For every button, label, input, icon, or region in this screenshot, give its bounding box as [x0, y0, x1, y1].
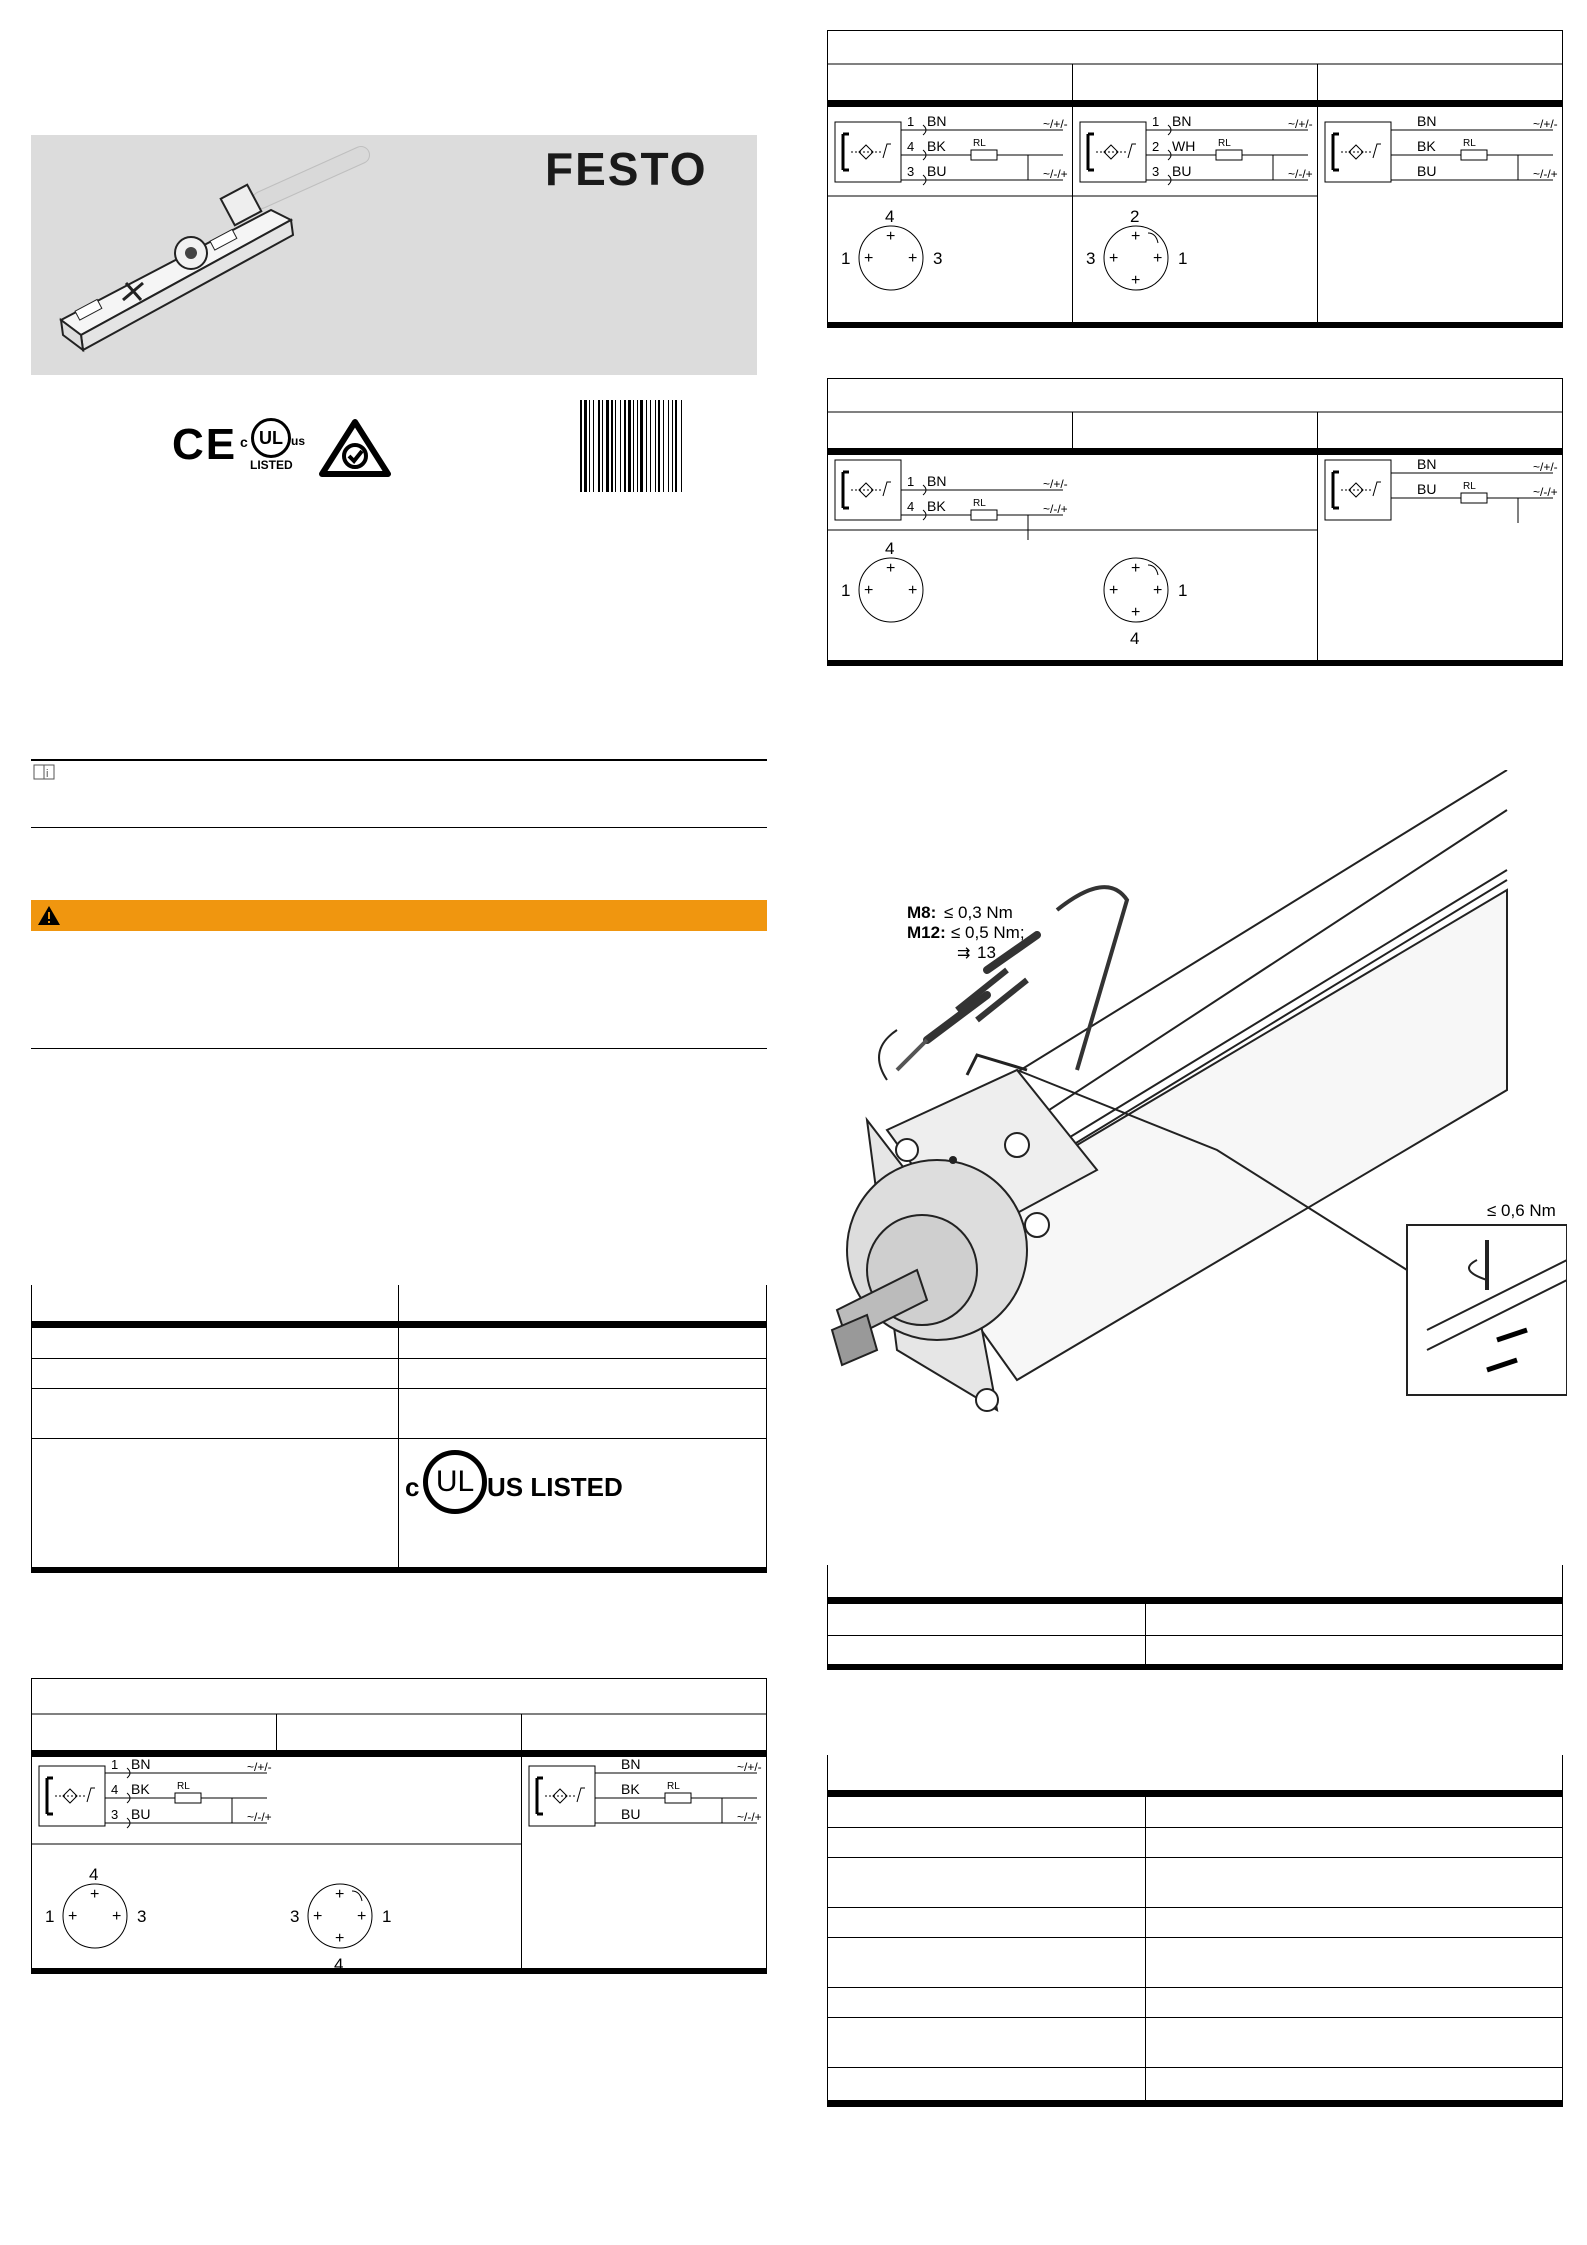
svg-text:+: +: [1153, 582, 1163, 599]
m12-label: M12:: [907, 923, 946, 942]
barcode: [580, 400, 745, 497]
barcode-bar: [633, 400, 634, 492]
load-resistor: [1461, 493, 1487, 503]
barcode-bar: [655, 400, 656, 492]
svg-text:+: +: [1131, 560, 1141, 577]
wire-color: BN: [1172, 113, 1192, 129]
load-resistor: [1461, 150, 1487, 160]
wire-color: BN: [621, 1756, 641, 1772]
load-label: RL: [177, 1781, 190, 1792]
screw-torque: ≤ 0,6 Nm: [1487, 1201, 1556, 1220]
barcode-bar: [593, 400, 594, 492]
svg-text:+: +: [335, 1930, 345, 1947]
pin-label: 3: [290, 1907, 300, 1926]
section-rule: [31, 827, 767, 828]
wire-color: BU: [1172, 163, 1192, 179]
switch-contact-icon: [1128, 144, 1136, 158]
mounting-illustration: [827, 770, 1567, 1430]
wire-color: BK: [927, 138, 946, 154]
polarity-label: ~/+/-: [1043, 477, 1068, 491]
barcode-bar: [620, 400, 621, 492]
pin-label: 1: [1178, 249, 1188, 268]
sensor-diamond-icon: [63, 1789, 77, 1803]
switch-contact-icon: [577, 1788, 585, 1802]
pin-number: 1: [111, 1757, 119, 1772]
svg-text:+: +: [864, 250, 874, 267]
polarity-label: ~/+/-: [1043, 117, 1068, 131]
load-label: RL: [1463, 138, 1476, 149]
sensor-face-icon: [843, 134, 849, 170]
right-table-2: [827, 1755, 1563, 2107]
m12-torque: ≤ 0,5 Nm;: [951, 923, 1025, 942]
svg-text:+: +: [1131, 604, 1141, 621]
load-label: RL: [973, 498, 986, 509]
svg-text:+: +: [68, 1908, 78, 1925]
polarity-label: ~/-/+: [737, 1810, 762, 1824]
sensor-face-icon: [1333, 134, 1339, 170]
sensor-face-icon: [843, 472, 849, 508]
barcode-bar: [628, 400, 631, 492]
festo-logo: FESTO: [545, 143, 708, 195]
svg-text:+: +: [335, 1886, 345, 1903]
svg-text:+: +: [908, 582, 918, 599]
sensor-face-icon: [47, 1778, 53, 1814]
warning-icon: [37, 904, 61, 928]
svg-text:+: +: [1109, 582, 1119, 599]
wire-color: BU: [1417, 481, 1437, 497]
barcode-bar: [580, 400, 582, 492]
wire-color: BU: [131, 1806, 151, 1822]
sensor-diamond-icon: [859, 145, 873, 159]
pin-label: 1: [45, 1907, 55, 1926]
pin-label: 4: [334, 1955, 344, 1974]
barcode-bar: [598, 400, 600, 492]
sensor-diamond-icon: [1104, 145, 1118, 159]
barcode-bar: [675, 400, 677, 492]
barcode-bar: [589, 400, 590, 492]
wrench-size-icon: ⇉: [957, 945, 971, 962]
pin-number: 4: [907, 139, 915, 154]
m8-torque: ≤ 0,3 Nm: [944, 903, 1013, 922]
pin-number: 1: [1152, 114, 1160, 129]
pin-label: 1: [1178, 581, 1188, 600]
polarity-label: ~/-/+: [247, 1810, 272, 1824]
ul-listed-mark: c UL us LISTED: [240, 416, 310, 476]
m8-label: M8:: [907, 903, 937, 922]
load-resistor: [175, 1793, 201, 1803]
pin-label: 3: [1086, 249, 1096, 268]
manual-info-icon: [33, 762, 57, 787]
barcode-bar: [681, 400, 682, 492]
pin-label: 4: [89, 1865, 99, 1884]
wire-color: WH: [1172, 138, 1196, 154]
pin-label: 3: [137, 1907, 147, 1926]
svg-text:+: +: [90, 1886, 100, 1903]
barcode-bar: [611, 400, 613, 492]
polarity-label: ~/-/+: [1043, 502, 1068, 516]
wire-color: BK: [927, 498, 946, 514]
load-label: RL: [1463, 481, 1476, 492]
wire-color: BN: [131, 1756, 151, 1772]
svg-text:+: +: [112, 1908, 122, 1925]
barcode-bar: [624, 400, 626, 492]
svg-text:+: +: [908, 250, 918, 267]
barcode-bar: [584, 400, 587, 492]
section-rule: [31, 1048, 767, 1049]
load-resistor: [971, 510, 997, 520]
pin-label: 4: [885, 207, 895, 226]
sensor-face-icon: [537, 1778, 543, 1814]
switch-contact-icon: [883, 144, 891, 158]
rcm-mark: [318, 418, 392, 483]
wiring-table-2: [827, 378, 1563, 666]
barcode-bar: [668, 400, 669, 492]
section-rule: [31, 759, 767, 761]
wire-color: BN: [1417, 456, 1437, 472]
sensor-face-icon: [1088, 134, 1094, 170]
polarity-label: ~/-/+: [1533, 167, 1558, 181]
svg-text:+: +: [313, 1908, 323, 1925]
sensor-diamond-icon: [1349, 483, 1363, 497]
wire-color: BK: [621, 1781, 640, 1797]
wire-color: BK: [131, 1781, 150, 1797]
load-resistor: [1216, 150, 1242, 160]
pin-label: 1: [841, 249, 851, 268]
svg-text:+: +: [1131, 228, 1141, 245]
svg-text:+: +: [864, 582, 874, 599]
sensor-diamond-icon: [553, 1789, 567, 1803]
cylinder-mounting-drawing: [827, 770, 1567, 1430]
svg-text:+: +: [357, 1908, 367, 1925]
wire-color: BN: [927, 113, 947, 129]
switch-contact-icon: [883, 482, 891, 496]
switch-contact-icon: [1373, 144, 1381, 158]
pin-label: 4: [885, 539, 895, 558]
wire-color: BU: [927, 163, 947, 179]
polarity-label: ~/+/-: [737, 1760, 762, 1774]
switch-contact-icon: [1373, 482, 1381, 496]
wire-color: BU: [621, 1806, 641, 1822]
polarity-label: ~/+/-: [1533, 460, 1558, 474]
switch-contact-icon: [87, 1788, 95, 1802]
sensor-face-icon: [1333, 472, 1339, 508]
svg-text:+: +: [1109, 250, 1119, 267]
barcode-bar: [672, 400, 673, 492]
load-label: RL: [973, 138, 986, 149]
pin-label: 3: [933, 249, 943, 268]
svg-text:+: +: [886, 228, 896, 245]
right-table-1: [827, 1565, 1563, 1670]
pin-number: 1: [907, 114, 915, 129]
ce-mark: CE: [172, 420, 238, 469]
pin-number: 3: [111, 1807, 119, 1822]
pin-label: 1: [841, 581, 851, 600]
pin-label: 2: [1130, 207, 1140, 226]
polarity-label: ~/-/+: [1533, 485, 1558, 499]
pin-number: 4: [111, 1782, 119, 1797]
polarity-label: ~/-/+: [1288, 167, 1313, 181]
barcode-bar: [602, 400, 603, 492]
pin-number: 2: [1152, 139, 1160, 154]
wiring-table-3: [31, 1678, 767, 1974]
barcode-bar: [606, 400, 609, 492]
wire-color: BU: [1417, 163, 1437, 179]
barcode-bar: [658, 400, 660, 492]
pin-label: 1: [382, 1907, 392, 1926]
pin-number: 3: [907, 164, 915, 179]
wiring-table-1: [827, 30, 1563, 328]
wire-color: BN: [927, 473, 947, 489]
load-label: RL: [667, 1781, 680, 1792]
pin-label: 4: [1130, 629, 1140, 648]
wrench-size: 13: [977, 943, 996, 962]
svg-text:i: i: [46, 768, 49, 780]
polarity-label: ~/+/-: [1288, 117, 1313, 131]
wire-color: BK: [1417, 138, 1436, 154]
approval-table: c UL US LISTED: [31, 1285, 767, 1573]
load-resistor: [665, 1793, 691, 1803]
svg-text:+: +: [1131, 272, 1141, 289]
polarity-label: ~/+/-: [1533, 117, 1558, 131]
pin-number: 1: [907, 474, 915, 489]
polarity-label: ~/+/-: [247, 1760, 272, 1774]
barcode-bar: [646, 400, 647, 492]
pin-number: 3: [1152, 164, 1160, 179]
barcode-bar: [663, 400, 664, 492]
barcode-bar: [637, 400, 638, 492]
barcode-bar: [615, 400, 616, 492]
sensor-diamond-icon: [1349, 145, 1363, 159]
load-label: RL: [1218, 138, 1231, 149]
sensor-diamond-icon: [859, 483, 873, 497]
warning-bar: [31, 900, 767, 931]
polarity-label: ~/-/+: [1043, 167, 1068, 181]
wire-color: BN: [1417, 113, 1437, 129]
barcode-bar: [650, 400, 651, 492]
svg-text:+: +: [1153, 250, 1163, 267]
svg-text:+: +: [886, 560, 896, 577]
barcode-bar: [640, 400, 643, 492]
pin-number: 4: [907, 499, 915, 514]
load-resistor: [971, 150, 997, 160]
